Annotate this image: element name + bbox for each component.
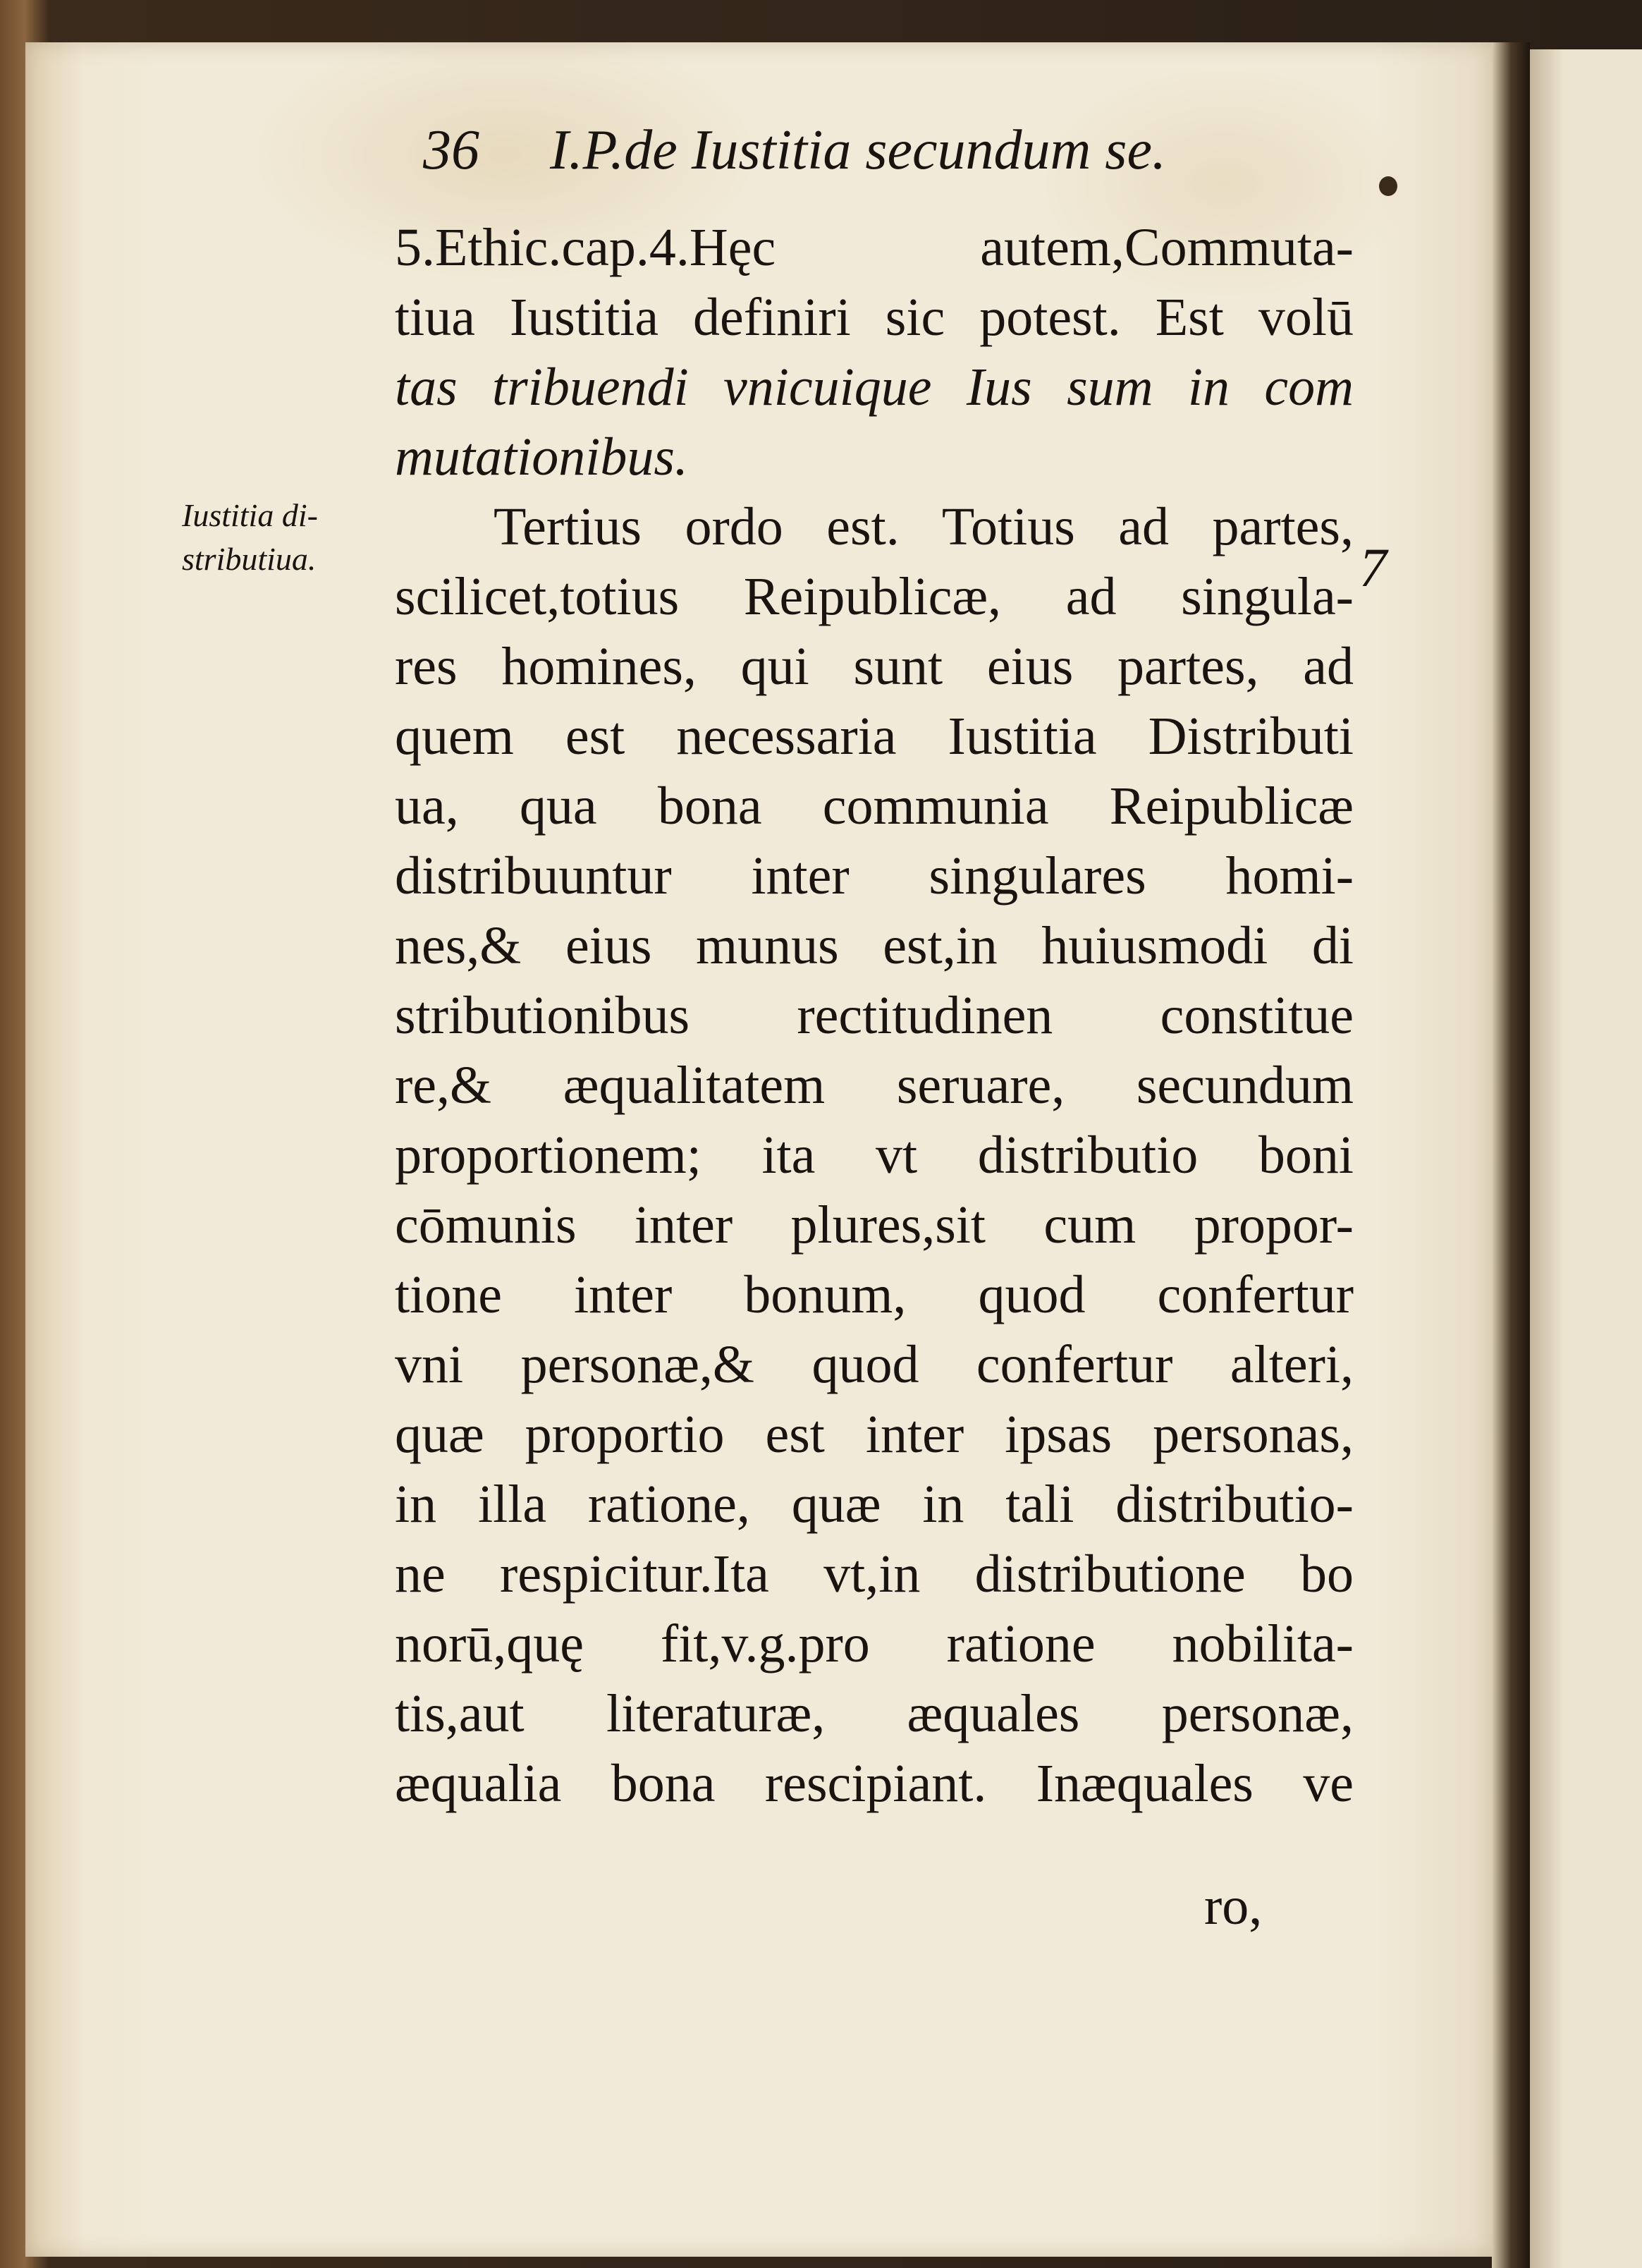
text-line: æqualia bona rescipiant. Inæquales ve: [395, 1754, 1354, 1813]
text-line: scilicet,totius Reipublicæ, ad singula-: [395, 567, 1354, 626]
text-line: tiua Iustitia definiri sic potest. Est volū: [395, 288, 1354, 347]
text-line: distribuuntur inter singulares homi-: [395, 846, 1354, 906]
page-number: 36: [423, 119, 479, 181]
facing-page-edge: [1530, 49, 1642, 2268]
text-line: proportionem; ita vt distributio boni: [395, 1126, 1354, 1185]
text-line: quem est necessaria Iustitia Distributi: [395, 707, 1354, 766]
text-line: tas tribuendi vnicuique Ius sum in com: [395, 358, 1354, 417]
text-line: vni personæ,& quod confertur alteri,: [395, 1335, 1354, 1394]
text-line: in illa ratione, quæ in tali distributio-: [395, 1475, 1354, 1534]
text-line: tione inter bonum, quod confertur: [395, 1265, 1354, 1324]
running-title: I.P.de Iustitia secundum se.: [550, 119, 1166, 181]
text-line: nes,& eius munus est,in huiusmodi di: [395, 916, 1354, 975]
text-line: tis,aut literaturæ, æquales personæ,: [395, 1684, 1354, 1743]
text-line: res homines, qui sunt eius partes, ad: [395, 637, 1354, 696]
text-line: ua, qua bona communia Reipublicæ: [395, 776, 1354, 836]
text-line: 5.Ethic.cap.4.Hęc autem,Commuta-: [395, 218, 1354, 277]
text-line: cōmunis inter plures,sit cum propor-: [395, 1195, 1354, 1255]
ink-spot: [1379, 176, 1397, 196]
text-line: Tertius ordo est. Totius ad partes,: [494, 497, 1354, 556]
margin-note-line: stributiua.: [182, 541, 317, 577]
side-number: 7: [1359, 537, 1387, 598]
margin-note: [182, 494, 393, 581]
text-line: quæ proportio est inter ipsas personas,: [395, 1405, 1354, 1464]
margin-note-line: Iustitia di-: [182, 497, 318, 533]
text-line: re,& æqualitatem seruare, secundum: [395, 1056, 1354, 1115]
page-header: [423, 118, 1375, 203]
body-text: [395, 213, 1354, 1819]
catchword: ro,: [1204, 1877, 1263, 1936]
text-line: norū,quę fit,v.g.pro ratione nobilita-: [395, 1614, 1354, 1673]
text-line: stributionibus rectitudinen constitue: [395, 986, 1354, 1045]
page-gutter: [1492, 42, 1530, 2268]
text-line: ne respicitur.Ita vt,in distributione bo: [395, 1544, 1354, 1604]
text-line: mutationibus.: [395, 427, 688, 487]
